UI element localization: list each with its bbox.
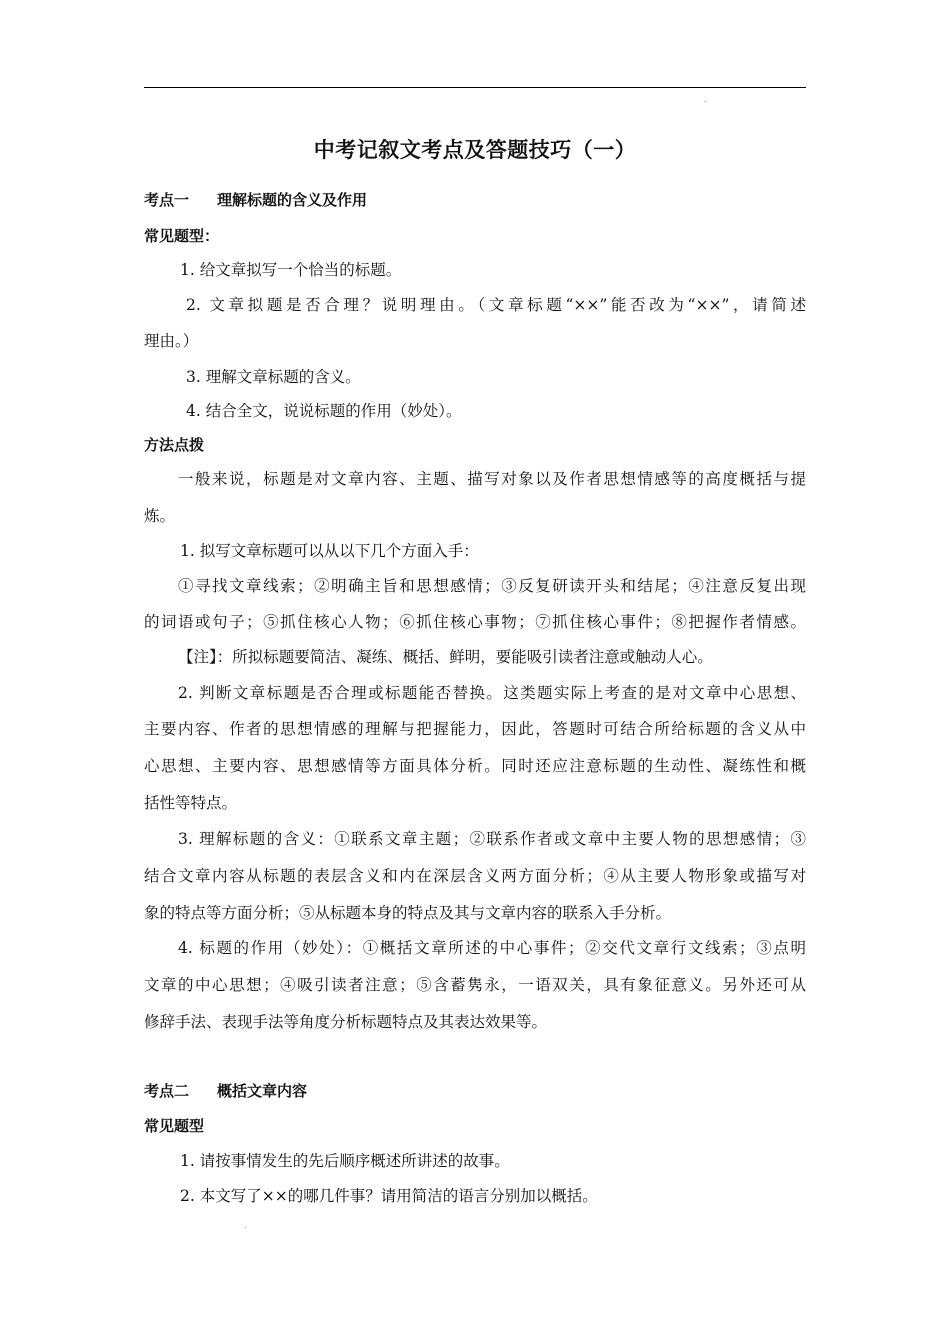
section1-point1-line2: 的词语或句子；⑤抓住核心人物；⑥抓住核心事物；⑦抓住核心事件；⑧把握作者情感。 [144, 613, 806, 631]
section2-question-1: 1. 请按事情发生的先后顺序概述所讲述的故事。 [180, 1152, 510, 1170]
section1-intro-line1: 一般来说，标题是对文章内容、主题、描写对象以及作者思想情感等的高度概括与提 [178, 470, 806, 488]
section2-question-2: 2. 本文写了××的哪几件事？请用简洁的语言分别加以概括。 [180, 1187, 598, 1205]
section1-point2-line3: 心思想、主要内容、思想感情等方面具体分析。同时还应注意标题的生动性、凝练性和概 [144, 757, 806, 775]
section2-name: 概括文章内容 [217, 1082, 308, 1100]
section1-number: 考点一 [144, 191, 190, 209]
section1-point4-line3: 修辞手法、表现手法等角度分析标题特点及其表达效果等。 [144, 1013, 548, 1031]
section1-question-1: 1. 给文章拟写一个恰当的标题。 [180, 261, 402, 279]
footer-mark: . [244, 1221, 247, 1230]
section1-point1-line1: ①寻找文章线索；②明确主旨和思想感情；③反复研读开头和结尾；④注意反复出现 [178, 577, 806, 595]
section1-point1-heading: 1. 拟写文章标题可以从以下几个方面入手： [180, 542, 479, 560]
section1-point2-line4: 括性等特点。 [144, 794, 238, 812]
section1-point2-line2: 主要内容、作者的思想情感的理解与把握能力，因此，答题时可结合所给标题的含义从中 [144, 720, 806, 738]
section1-method-heading: 方法点拨 [144, 436, 205, 454]
section1-point3-line2: 结合文章内容从标题的表层含义和内在深层含义两方面分析；④从主要人物形象或描写对 [144, 867, 806, 885]
section1-question-4: 4. 结合全文，说说标题的作用（妙处）。 [186, 402, 462, 420]
section1-point3-line3: 象的特点等方面分析；⑤从标题本身的特点及其与文章内容的联系入手分析。 [144, 904, 672, 922]
section1-heading [144, 189, 806, 211]
section1-point3-line1: 3. 理解标题的含义：①联系文章主题；②联系作者或文章中主要人物的思想感情；③ [178, 830, 806, 848]
section2-types-heading: 常见题型 [144, 1117, 205, 1135]
section1-note: 【注】：所拟标题要简洁、凝练、概括、鲜明，要能吸引读者注意或触动人心。 [178, 648, 713, 666]
section1-types-heading: 常见题型： [144, 227, 220, 245]
section2-number: 考点二 [144, 1082, 190, 1100]
section2-heading [144, 1080, 806, 1102]
section1-intro-line2: 炼。 [144, 507, 176, 525]
section1-name: 理解标题的含义及作用 [217, 191, 368, 209]
section1-point4-line2: 文章的中心思想；④吸引读者注意；⑤含蓄隽永，一语双关，具有象征意义。另外还可从 [144, 976, 806, 994]
section1-question-2-line1: 2. 文章拟题是否合理？说明理由。（文章标题“××”能否改为“××”，请简述 [186, 296, 806, 314]
section1-point2-line1: 2. 判断文章标题是否合理或标题能否替换。这类题实际上考查的是对文章中心思想、 [178, 684, 806, 702]
section1-question-3: 3. 理解文章标题的含义。 [186, 368, 361, 386]
section1-point4-line1: 4. 标题的作用（妙处）：①概括文章所述的中心事件；②交代文章行文线索；③点明 [178, 939, 806, 957]
section1-question-2-line2: 理由。） [144, 332, 199, 350]
header-rule [144, 87, 806, 88]
header-mark: . [704, 95, 707, 104]
document-title: 中考记叙文考点及答题技巧（一） [313, 138, 637, 162]
